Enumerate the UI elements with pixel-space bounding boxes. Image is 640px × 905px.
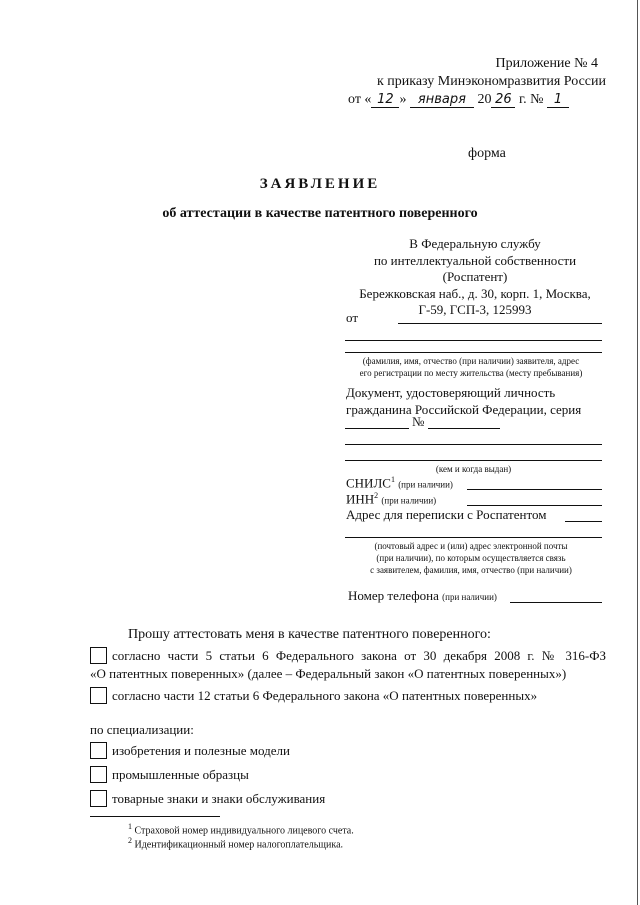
- id-number-field[interactable]: [428, 428, 500, 429]
- phone-hint: (при наличии): [442, 592, 497, 602]
- option1-line1: согласно части 5 статьи 6 Федерального закона от 30 декабря 2008 г. № 316-ФЗ: [112, 648, 606, 663]
- appendix-mid: »: [399, 92, 407, 107]
- from-field-line-1[interactable]: [398, 323, 602, 324]
- mail-address-field-1[interactable]: [565, 521, 602, 522]
- request-text: Прошу аттестовать меня в качестве патентного поверенного:: [128, 627, 491, 642]
- mail-hint-line3: с заявителем, фамилия, имя, отчество (при наличии): [370, 565, 572, 575]
- id-document-line1: Документ, удостоверяющий личность: [346, 385, 556, 400]
- mail-hint: [340, 540, 602, 576]
- fio-hint: [340, 355, 602, 379]
- inn-label: [346, 491, 436, 507]
- id-number-sign: №: [412, 414, 425, 429]
- appendix-year: 26: [491, 92, 515, 108]
- snils-label: [346, 475, 453, 491]
- addressee-line1: В Федеральную службу: [409, 236, 541, 251]
- id-document-line2: гражданина Российской Федерации, серия: [346, 402, 582, 417]
- footnote-2: [128, 836, 343, 850]
- id-series-field[interactable]: [345, 428, 409, 429]
- spec2-text: промышленные образцы: [112, 767, 249, 782]
- spec3-checkbox[interactable]: [90, 790, 107, 807]
- spec1-checkbox[interactable]: [90, 742, 107, 759]
- snils-field[interactable]: [467, 489, 602, 490]
- appendix-order: к приказу Минэкономразвития России: [376, 74, 606, 89]
- spec1-text: изобретения и полезные модели: [112, 743, 290, 758]
- option1-line2: «О патентных поверенных» (далее – Федеральный закон «О патентных поверенных»): [90, 666, 567, 681]
- footnote-2-text: Идентификационный номер налогоплательщика.: [134, 839, 344, 851]
- fio-hint-line2: его регистрации по месту жительства (месту пребывания): [359, 368, 583, 378]
- inn-label-text: ИНН: [346, 491, 375, 507]
- option2-checkbox[interactable]: [90, 687, 107, 704]
- fio-hint-line1: (фамилия, имя, отчество (при наличии) заявителя, адрес: [362, 356, 580, 366]
- spec3-text: товарные знаки и знаки обслуживания: [112, 791, 326, 806]
- phone-label-text: Номер телефона: [348, 588, 439, 603]
- from-field-line-2[interactable]: [345, 340, 602, 341]
- appendix-day: 12: [371, 92, 399, 108]
- appendix-year-prefix: 20: [477, 92, 492, 107]
- footnote-separator: [90, 816, 220, 817]
- inn-hint: (при наличии): [381, 495, 437, 506]
- phone-label: [348, 588, 497, 604]
- id-issued-line-1[interactable]: [345, 444, 602, 445]
- page-title: ЗАЯВЛЕНИЕ: [259, 176, 381, 192]
- addressee-line5: Г-59, ГСП-3, 125993: [418, 302, 532, 317]
- footnote-1-text: Страховой номер индивидуального лицевого счета.: [134, 825, 354, 837]
- snils-footnote-mark: 1: [390, 475, 395, 484]
- addressee-block: [330, 236, 620, 319]
- issued-hint: (кем и когда выдан): [435, 464, 512, 474]
- page-edge: [637, 0, 638, 905]
- id-issued-line-2[interactable]: [345, 460, 602, 461]
- appendix-number: 1: [547, 92, 569, 108]
- appendix-from-prefix: от «: [348, 92, 372, 107]
- inn-footnote-mark: 2: [374, 491, 379, 500]
- mail-hint-line2: (при наличии), по которым осуществляется связь: [376, 553, 566, 563]
- addressee-line4: Бережковская наб., д. 30, корп. 1, Москва,: [359, 285, 591, 301]
- mail-hint-line1: (почтовый адрес и (или) адрес электронной почты: [374, 541, 568, 551]
- appendix-title: Приложение № 4: [495, 56, 598, 71]
- footnote-1-mark: 1: [128, 822, 132, 831]
- footnote-2-mark: 2: [128, 836, 132, 845]
- footnote-1: [128, 822, 354, 836]
- addressee-line3: (Роспатент): [442, 269, 508, 284]
- form-label: форма: [468, 146, 506, 161]
- appendix-year-suffix: г. №: [518, 92, 544, 107]
- option2-text: согласно части 12 статьи 6 Федерального закона «О патентных поверенных»: [112, 688, 538, 703]
- phone-field[interactable]: [510, 602, 602, 603]
- appendix-date-line: [348, 92, 569, 108]
- mail-address-label: Адрес для переписки с Роспатентом: [346, 507, 547, 522]
- snils-label-text: СНИЛС: [346, 475, 391, 491]
- option1-checkbox[interactable]: [90, 647, 107, 664]
- snils-hint: (при наличии): [398, 479, 453, 490]
- from-label: от: [346, 310, 359, 325]
- inn-field[interactable]: [467, 505, 602, 506]
- page-subtitle: об аттестации в качестве патентного поверенного: [162, 206, 478, 221]
- addressee-line2: по интеллектуальной собственности: [373, 252, 577, 268]
- spec2-checkbox[interactable]: [90, 766, 107, 783]
- appendix-month: января: [410, 92, 474, 108]
- specialization-label: по специализации:: [90, 722, 194, 737]
- id-document-label: [346, 384, 581, 418]
- mail-address-field-2[interactable]: [345, 537, 602, 538]
- from-field-line-3[interactable]: [345, 352, 602, 353]
